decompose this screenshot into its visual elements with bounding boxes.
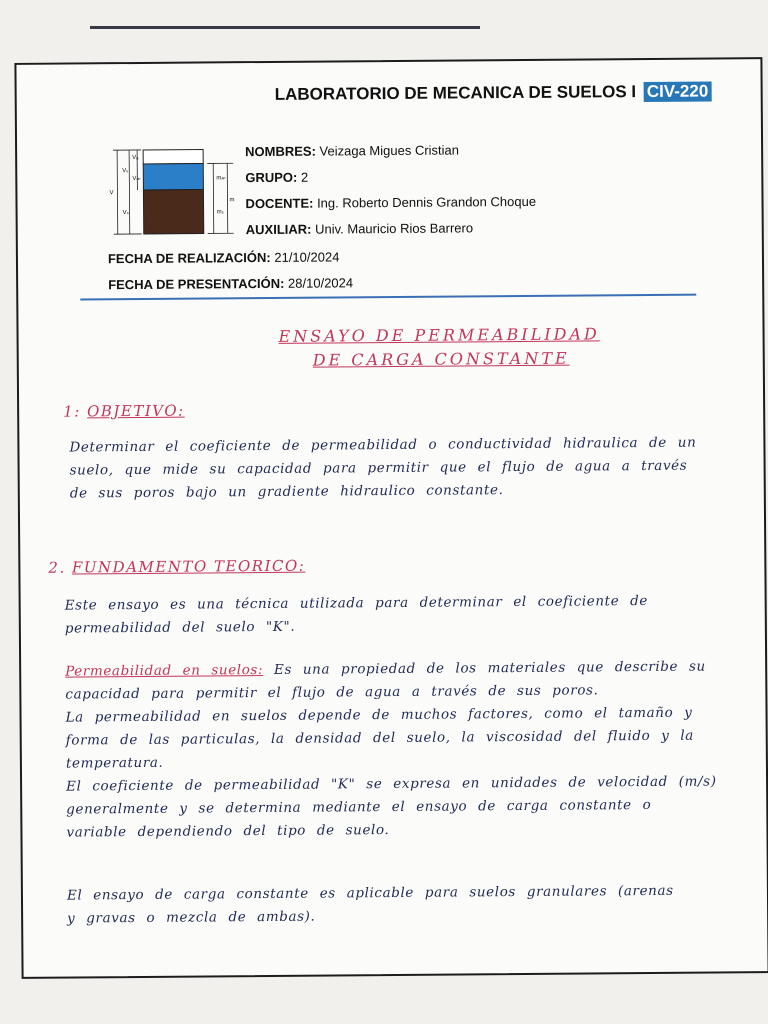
label-vv: Vᵥ [122,168,129,175]
label-va: Vₐ [132,154,139,162]
objective-paragraph: Determinar el coeficiente de permeabilidad o conductividad hidraulica de un suelo, que mide su capacidad para permitir que el flujo de agua a través de sus poros bajo un gradiente hidraulico constante. [69,434,697,502]
label-m: m [229,197,235,204]
theory-paragraph-3: La permeabilidad en suelos depende de muchos factores, como el tamaño y forma de las particulas, la densidad del suelo, la viscosidad del fluido y la temperatura. [65,704,694,772]
theory-paragraph-group [65,655,718,844]
air-phase [143,149,203,163]
lab-title [275,81,712,104]
auxiliar-label: AUXILIAR: [245,221,312,238]
docente-row [245,189,536,217]
fecha-presentacion-value: 28/10/2024 [287,275,354,291]
fecha-realizacion-row [108,244,353,272]
section2-number: 2. [48,558,66,577]
label-vw: V𝓌 [132,175,141,183]
handwritten-title-line1: ENSAYO DE PERMEABILIDAD [278,324,600,346]
label-v: V [109,190,114,197]
fecha-realizacion-label: FECHA DE REALIZACIÓN: [107,249,271,267]
label-mw: m𝓌 [216,175,226,182]
fecha-presentacion-row [108,270,353,298]
docente-label: DOCENTE: [245,195,314,212]
section1-title: OBJETIVO: [86,401,185,421]
section2-title: FUNDAMENTO TEORICO: [71,556,306,577]
docente-value: Ing. Roberto Dennis Grandon Choque [316,193,537,211]
course-code-badge: CIV-220 [644,81,712,102]
nombres-value: Veizaga Migues Cristian [319,142,460,159]
top-edge-strip [90,26,480,29]
soil-phase-diagram-icon [105,147,236,236]
fecha-realizacion-value: 21/10/2024 [274,249,340,265]
title-text: LABORATORIO DE MECANICA DE SUELOS I [274,82,637,104]
handwritten-title-line2: DE CARGA CONSTANTE [312,348,570,370]
nombres-row [245,137,536,165]
dates-block [108,244,353,298]
section1-number: 1: [63,402,81,421]
grupo-label: GRUPO: [245,169,298,186]
grupo-row [245,163,536,191]
nombres-label: NOMBRES: [245,143,316,160]
theory-paragraph-1: Este ensayo es una técnica utilizada para determinar el coeficiente de permeabilidad del suelo "K". [64,592,649,637]
student-info-block [245,137,536,243]
grupo-value: 2 [300,169,309,185]
auxiliar-row [246,215,537,243]
theory-paragraph-2: Es una propiedad de los materiales que describe su capacidad para permitir el flujo de agua a través de sus poros. [65,658,706,703]
permeabilidad-lead: Permeabilidad en suelos: [65,662,264,680]
theory-paragraph-4: El coeficiente de permeabilidad "K" se expresa en unidades de velocidad (m/s) generalmente y se determina mediante el ensayo de carga constante o variable dependiendo del tipo de suelo. [66,773,717,841]
auxiliar-value: Univ. Mauricio Rios Barrero [315,220,474,237]
section-fundamento-heading [48,557,305,577]
fecha-presentacion-label: FECHA DE PRESENTACIÓN: [108,275,285,293]
water-phase [143,163,203,189]
theory-paragraph-5: El ensayo de carga constante es aplicable para suelos granulares (arenas y gravas o mezcla de ambas). [66,882,674,927]
report-page [14,57,768,979]
label-ms: mₛ [216,209,224,216]
label-vs: Vₛ [122,210,129,217]
solid-phase [143,189,203,233]
section-objetivo-heading [63,402,185,421]
